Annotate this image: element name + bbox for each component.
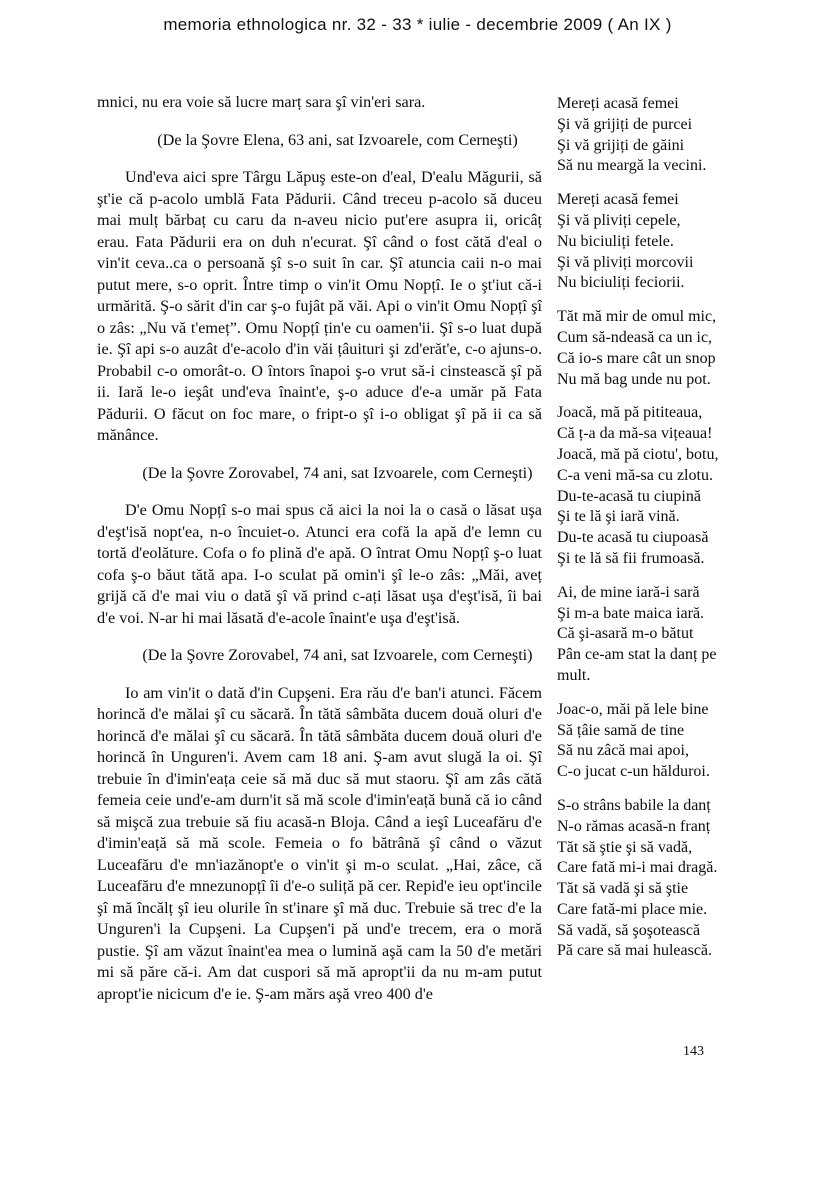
verse-line: Şi te lă şi iară vină. (557, 508, 680, 526)
left-column (97, 92, 542, 1005)
story-paragraph: Io am vin'it o dată d'in Cupşeni. Era rău d'e ban'i atunci. Făcem horincă d'e mălai şî cu săcară. În tătă sâmbăta ducem două oluri d'e horincă d'e mălai şî cu săcară. În tătă sâmbăta ducem două oluri d'e horincă în Unguren'i. Avem cam 18 ani. Ş-am avut slugă la oi. Şî trebuie în d'imin'eața ceie să mă duc să mut staoru. Şî am zâs cătă femeia ceie und'e-am durn'it să mă scole d'imin'eață bună că io când să mişcă zua trebuie să fiu acasă-n Bloja. Când a ieşî Luceafăru d'e d'imin'eață să mă scole. Femeia o fo bătrână şî când o văzut Luceafăru d'e mn'iazănopt'e o vin'it şi m-o sculat. „Hai, zâce, că Luceafăru d'e mnezunopțî îi d'e-o suliță pă cer. Repid'e ieu opt'incile şî mă încălț şî ieu olurile în st'inare şî mă duc. Trebuie să trec d'e la Unguren'i la Cupşeni. La Cupşen'i pă und'e trecem, era o moră pustie. Şî am văzut înaint'ea mea o lumină aşă cam la 50 d'e metări mi să păre că-i. Am dat cuspori să mă apropt'ii da nu m-am putut apropt'ie nicicum d'e ie. Ş-am mărs aşă vreo 400 d'e (97, 683, 542, 1003)
verse-line: Că io-s mare cât un snop (557, 349, 716, 367)
verse-line: Să nu zâcă mai apoi, (557, 742, 689, 760)
verse-line: C-o jucat c-un hălduroi. (557, 763, 710, 781)
verse-line: Pă care să mai hulească. (557, 942, 713, 960)
verse-line: Şi vă grijiți de purcei (557, 115, 693, 133)
story-paragraph: D'e Omu Nopțî s-o mai spus că aici la noi la o casă o lăsat uşa d'eşt'isă nopt'ea, n-o încuiet-o. Atunci era cofă la apă d'e lemn cu tortă d'eolăture. Cofa o fo plină d'e apă. O întrat Omu Nopțî ş-o luat cofa ş-o băut tătă apa. I-o sculat pă omin'i şî le-o zâs: „Măi, aveț grijă că d'e mai viu o dată şî vă prind c-ați lăsat uşa d'eşt'isă, îi bai d'e voi. N-ar hi mai lăsată d'e-acole înaint'e uşa d'eşt'isă. (97, 501, 542, 627)
verse-line: Du-te-acasă tu ciupină (557, 487, 701, 505)
attribution-line: (De la Şovre Elena, 63 ani, sat Izvoarele, com Cerneşti) (157, 130, 518, 149)
story-paragraph: Und'eva aici spre Târgu Lăpuş este-on d'eal, D'ealu Măgurii, să şt'ie că p-acolo umblă Fata Pădurii. Când treceu p-acolo să duceu mai mulț bărbaț cu caru da n-aveu nicio put'ere asupra ii, oricâț erau. Fata Pădurii era on duh n'ecurat. Şî când o fost cătă d'eal o vin'it ceva..ca o persoană şî s-o suit în car. Şî atuncia caii n-o mai putut mere, s-o oprit. Între timp o vin'it Omu Nopțî. Ie o şt'iut că-i urmărită. Ş-o sărit d'in car ş-o fujât pă văi. Api o vin'it Omu Nopțî şî o zâs: „Nu vă t'emeț”. Omu Nopțî țin'e cu oamen'ii. Şî s-o luat după ie. Şî api s-o auzât d'e-acolo d'in văi țâuituri şi zd'erăt'e, c-o ajuns-o. Probabil c-o omorât-o. O întors înapoi ş-o vrut să-i cinstească şî pă ii. Iară le-o ieşât und'eva înaint'e, ş-o aduce d'e-a umăr pă Fata Pădurii. O făcut on foc mare, o fript-o şî i-o obligat şî pă ii ca să mănânce. (97, 168, 542, 444)
verse-stanza (557, 94, 787, 177)
page-number: 143 (683, 1044, 704, 1059)
verse-stanza (557, 403, 787, 569)
verse-line: Tăt să ştie şi să vadă, (557, 838, 693, 856)
verse-line: Şi vă pliviți morcovii (557, 253, 694, 271)
verse-line: Du-te acasă tu ciupoasă (557, 529, 709, 547)
verse-stanza (557, 583, 787, 687)
journal-header: memoria ethnologica nr. 32 - 33 * iulie - decembrie 2009 ( An IX ) (163, 15, 672, 34)
paragraph-continuation: mnici, nu era voie să lucre marț sara şî vin'eri sara. (97, 93, 426, 111)
verse-line: Şi m-a bate maica iară. (557, 604, 705, 622)
verse-line: Tăt să vadă şi să ştie (557, 880, 689, 898)
verse-line: S-o strâns babile la danț (557, 796, 711, 814)
verse-line: Joac-o, măi pă lele bine (557, 700, 709, 718)
attribution-line: (De la Şovre Zorovabel, 74 ani, sat Izvoarele, com Cerneşti) (142, 463, 533, 482)
right-column (557, 94, 787, 975)
verse-stanza (557, 796, 787, 962)
verse-line: Că şi-asară m-o bătut (557, 625, 694, 643)
verse-line: mult. (557, 666, 591, 684)
verse-line: C-a veni mă-sa cu zlotu. (557, 466, 713, 484)
verse-line: N-o rămas acasă-n franț (557, 817, 711, 835)
verse-stanza (557, 700, 787, 783)
verse-line: Care fată-mi place mie. (557, 900, 708, 918)
verse-line: Să vadă, să şoşotească (557, 921, 701, 939)
verse-line: Cum să-ndeasă ca un ic, (557, 328, 713, 346)
verse-line: Să nu meargă la vecini. (557, 157, 707, 175)
verse-line: Nu biciuliți fetele. (557, 232, 674, 250)
verse-line: Şi vă grijiți de găini (557, 136, 685, 154)
attribution-line: (De la Şovre Zorovabel, 74 ani, sat Izvoarele, com Cerneşti) (142, 646, 533, 664)
verse-line: Şi te lă să fii frumoasă. (557, 549, 705, 567)
verse-line: Şi vă pliviți cepele, (557, 211, 681, 229)
verse-line: Tăt mă mir de omul mic, (557, 308, 717, 326)
verse-stanza (557, 190, 787, 294)
verse-line: Care fată mi-i mai dragă. (557, 859, 718, 877)
verse-line: Mereți acasă femei (557, 191, 679, 209)
verse-line: Mereți acasă femei (557, 95, 679, 112)
verse-line: Pân ce-am stat la danț pe (557, 646, 717, 664)
verse-line: Că ț-a da mă-sa vițeaua! (557, 425, 713, 443)
verse-stanza (557, 307, 787, 390)
verse-line: Joacă, mă pă pititeaua, (557, 404, 703, 422)
verse-line: Nu biciuliți feciorii. (557, 274, 685, 292)
verse-line: Ai, de mine iară-i sară (557, 583, 700, 601)
verse-line: Nu mă bag unde nu pot. (557, 370, 711, 388)
verse-line: Joacă, mă pă ciotu', botu, (557, 445, 719, 463)
verse-line: Să țâie samă de tine (557, 721, 685, 739)
